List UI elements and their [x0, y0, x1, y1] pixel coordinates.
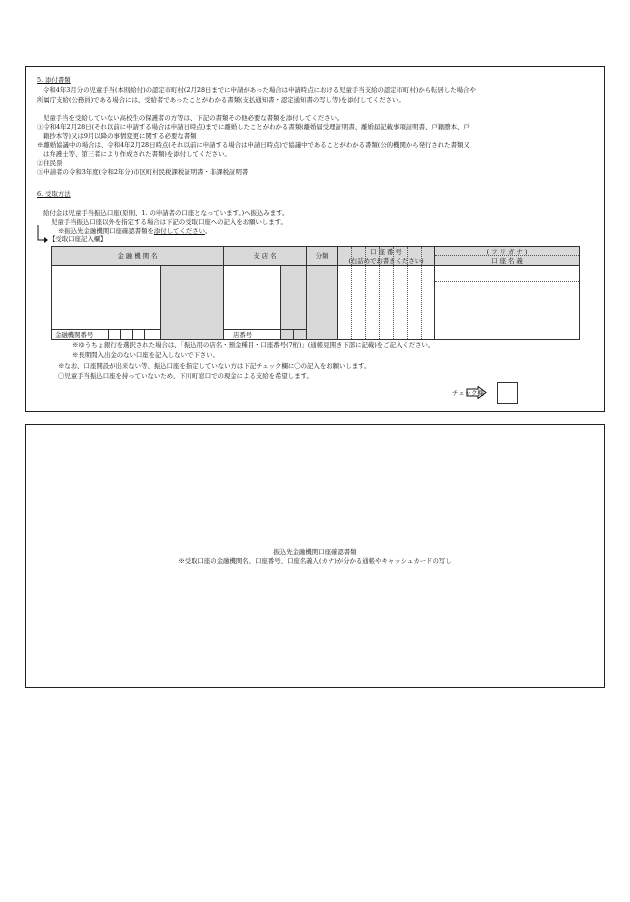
check-box[interactable]	[497, 382, 518, 404]
account-number-note: (右詰めでお書きください)	[348, 257, 424, 265]
section6-line3-prefix: ※振込先金融機関口座確認書類を	[58, 227, 154, 235]
note-4: 〇児童手当振込口座を持っていないため、下川町窓口での現金による支給を希望します。	[58, 372, 313, 380]
bank-code-label: 金融機関番号	[55, 331, 94, 339]
digit-divider	[379, 266, 380, 339]
attachment-desc: ※受取口座の金融機関名、口座番号、口座名義人(カナ)が分かる通帳やキャッシュカードの写し	[178, 557, 452, 565]
account-number-label: 口 座 番 号	[370, 248, 402, 256]
form-label: 【受取口座記入欄】	[49, 235, 107, 243]
digit-divider	[351, 247, 352, 265]
digit-divider	[421, 266, 422, 339]
note-3: ※なお、口座開設が出来ない等、振込口座を指定していない方は下記チェック欄に〇の記入をお願いします。	[58, 362, 371, 370]
section6-line2: 児童手当振込口座以外を指定する場合は下記の受取口座への記入をお願いします。	[51, 218, 287, 226]
bank-code-digit[interactable]	[144, 329, 161, 340]
section6-line1: 給付金は児童手当振込口座(原則、1. の申請者の口座となっています。)へ振込みます。	[43, 209, 289, 217]
section5-item2: ②住民票	[37, 159, 63, 167]
section5-note-line2: は弁護士等、第三者により作成された書類)を添付してください。	[43, 150, 231, 158]
section6-heading: 6. 受取方法	[37, 190, 71, 198]
digit-divider	[379, 247, 380, 265]
header-divider	[435, 255, 579, 256]
check-label: チェック欄	[452, 389, 484, 397]
digit-divider	[393, 266, 394, 339]
bank-name-header: 金 融 機 関 名	[51, 246, 224, 266]
branch-name-header: 支 店 名	[223, 246, 307, 266]
category-input[interactable]	[306, 265, 338, 340]
arrow-right-icon	[466, 386, 488, 399]
bank-type-area	[160, 265, 224, 340]
account-holder-header	[434, 246, 580, 266]
section6-line3-suffix: 。	[204, 227, 212, 235]
holder-divider	[435, 281, 579, 282]
category-header: 分類	[306, 246, 338, 266]
digit-divider	[421, 247, 422, 265]
branch-code-label: 店番号	[233, 331, 253, 339]
digit-divider	[407, 266, 408, 339]
section5-note-line1: ※離婚協議中の場合は、令和4年2月28日時点(それ以前に申請する場合は申請日時点)で協議中であることがわかる書類(公的機関から発行された書類又	[37, 141, 470, 149]
section5-p2-line1: 児童手当を受給していない高校生の保護者の方等は、下記の書類その他必要な書類を添付してください。	[43, 114, 344, 122]
account-holder-input[interactable]	[434, 265, 580, 340]
section5-item1-line2: 籍抄本等)又は9月以降の事情変更に関する必要な書類	[43, 132, 197, 140]
digit-divider	[393, 247, 394, 265]
digit-divider	[351, 266, 352, 339]
section5-item1-line1: ①令和4年2月28日(それ以前に申請する場合は申請日時点)までに離婚したことがわかる書類(離婚届受理証明書、離婚届記載事項証明書、戸籍謄本、戸	[37, 123, 470, 131]
branch-code-digit[interactable]	[293, 329, 307, 340]
attachment-title: 振込先金融機関口座確認書類	[273, 548, 357, 556]
digit-divider	[365, 247, 366, 265]
section5-p1-line1: 令和4年3月分の児童手当(本則給付)の認定市町村(2月28日までに申請があった場合は申請時点における児童手当支給の認定市町村)から転居した場合や	[43, 86, 476, 94]
digit-divider	[407, 247, 408, 265]
note-1: ※ゆうちょ銀行を選択された場合は、「振込用の店名・預金種目・口座番号(7桁)」(通帳見開き下部に記載)をご記入ください。	[72, 341, 435, 349]
branch-code-digit[interactable]	[280, 329, 294, 340]
note-2: ※長期間入出金のない口座を記入しないで下さい。	[72, 351, 219, 359]
branch-code-row	[223, 329, 281, 340]
section6-line3-link: 添付してください	[153, 227, 205, 235]
section5-p1-line2: 所属庁支給(公務員)である場合には、受給者であったことがわかる書類(支払通知書・認定通知書の写し等)を添付してください。	[37, 96, 405, 104]
account-holder-label: 口 座 名 義	[491, 257, 523, 265]
section5-heading: 5. 添付書類	[37, 76, 71, 84]
furigana-label: ( フ リ ガ ナ )	[486, 248, 528, 256]
section5-item3: ③申請者の令和3年度(令和2年分)市区町村民税課税証明書・非課税証明書	[37, 168, 249, 176]
digit-divider	[365, 266, 366, 339]
